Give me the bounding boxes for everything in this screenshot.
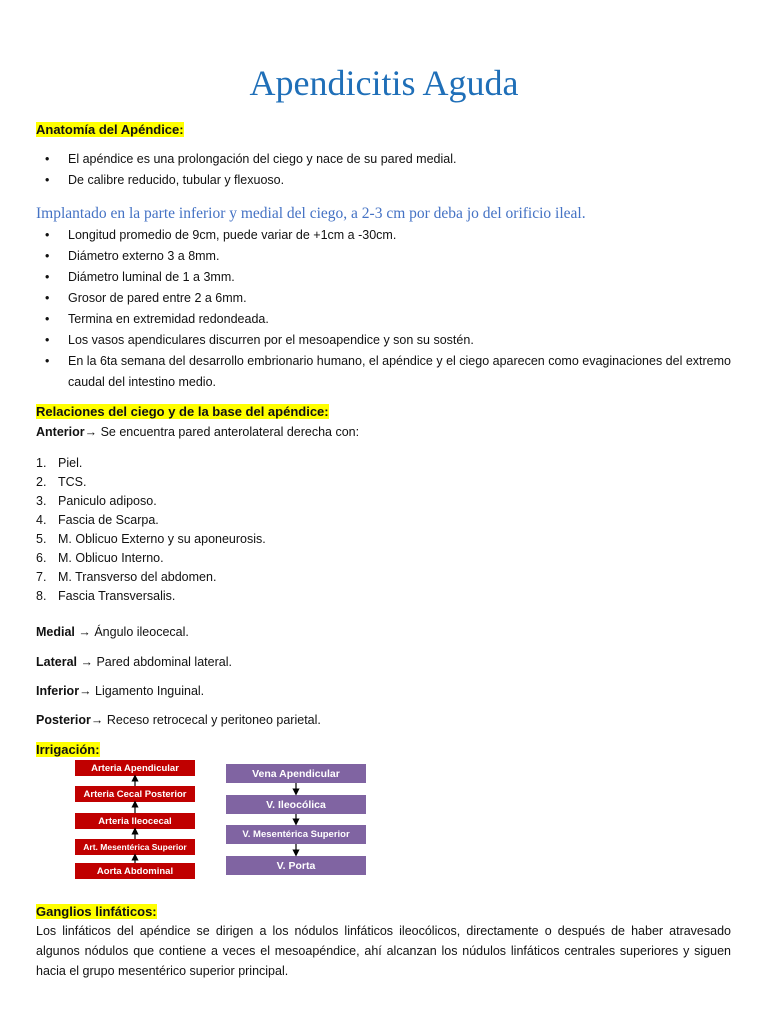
- ganglios-paragraph: Los linfáticos del apéndice se dirigen a los nódulos linfáticos ileocólicos, directamente o después de haber atravesado algunos nódulos que contiene a veces el mesoapéndice, ahí alcanzan los núdulos linfáticos centrales superiores y siguen hacia el grupo mesentérico superior principal.: [36, 924, 731, 978]
- document-page: Apendicitis Aguda Anatomía del Apéndice: • El apéndice es una prolongación del ciego y nace de su pared medial. • De calibre reducido, tubular y flexuoso. Implantado en la parte inferior y medial del ciego, a 2-3 cm por deba jo del orificio ileal. • Longitud promedio de 9cm, puede variar de +1cm a -30cm. • Diámetro externo 3 a 8mm. • Diámetro luminal de 1 a 3mm. • Grosor de pared entre 2 a 6mm. • Termina en extremidad redondeada. • Los vasos apendiculares discurren por el mesoapendice y son su sostén. • En la 6ta semana del desarrollo embrionario humano, el apéndice y el ciego aparecen como evaginaciones del extremo caudal del intestino medio. Relaciones del ciego y de la base del apéndice: Anterior→ Se encuentra pared anterolateral derecha con: 1. Piel. 2. TCS. 3. Paniculo adiposo. 4. Fascia de Scarpa. 5. M. Oblicuo Externo y su aponeurosis. 6. M. Oblicuo Interno. 7. M. Transverso del abdomen. 8. Fascia Transversalis. Medial → Ángulo ileocecal. Lateral → Pared abdominal lateral. Inferior→ Ligamento Inguinal. Posterior→ Receso retrocecal y peritoneo parietal. Irrigación: Arteria Apendicular Arteria Cecal Posterior Arteria Ileocecal Art. Mesentérica Superior Aorta Abdominal Vena Apendicular V. Ileocólica V. Mesentérica Superior V. Porta Ganglios linfáticos: Los linfáticos del apéndice se dirigen a los nódulos linfáticos ileocólicos, directamente o después de haber atravesado algunos nódulos que contiene a veces el mesoapéndice, ahí alcanzan los núdulos linfáticos centrales superiores y siguen hacia el grupo mesentérico superior principal.: [0, 0, 768, 1024]
- bullet-icon: •: [45, 291, 50, 305]
- venous-box: V. Ileocólica: [226, 795, 366, 814]
- bullet-icon: •: [45, 333, 50, 347]
- inferior-line: Inferior→ Ligamento Inguinal.: [36, 684, 205, 698]
- bullet-icon: •: [45, 152, 50, 166]
- anterior-label: Anterior: [36, 425, 85, 439]
- arrow-right-icon: →: [79, 684, 92, 698]
- arterial-box: Arteria Ileocecal: [75, 813, 195, 829]
- implantado-subtitle: Implantado en la parte inferior y medial del ciego, a 2-3 cm por deba jo del orificio ileal.: [36, 205, 586, 222]
- posterior-line: Posterior→ Receso retrocecal y peritoneo parietal.: [36, 713, 321, 727]
- ganglios-heading: Ganglios linfáticos:: [36, 904, 157, 919]
- arterial-box: Arteria Apendicular: [75, 760, 195, 776]
- bullet-icon: •: [45, 270, 50, 284]
- arterial-box: Arteria Cecal Posterior: [75, 786, 195, 802]
- bullet-icon: •: [45, 249, 50, 263]
- venous-box: V. Mesentérica Superior: [226, 825, 366, 844]
- arrow-right-icon: →: [90, 713, 104, 727]
- arrow-right-icon: →: [84, 425, 98, 439]
- arrow-right-icon: →: [80, 655, 93, 669]
- medial-line: Medial → Ángulo ileocecal.: [36, 625, 189, 639]
- anatomia-heading: Anatomía del Apéndice:: [36, 122, 184, 137]
- bullet-icon: •: [45, 354, 50, 368]
- arterial-box: Aorta Abdominal: [75, 863, 195, 879]
- arterial-box: Art. Mesentérica Superior: [75, 839, 195, 855]
- arrow-right-icon: →: [78, 625, 91, 639]
- venous-box: Vena Apendicular: [226, 764, 366, 783]
- bullet-icon: •: [45, 228, 50, 242]
- lateral-line: Lateral → Pared abdominal lateral.: [36, 655, 232, 669]
- page-title: Apendicitis Aguda: [249, 63, 519, 103]
- irrigacion-heading: Irrigación:: [36, 742, 100, 757]
- relaciones-heading: Relaciones del ciego y de la base del apéndice:: [36, 404, 329, 419]
- venous-box: V. Porta: [226, 856, 366, 875]
- anterior-line: Anterior→ Se encuentra pared anterolateral derecha con:: [36, 425, 360, 439]
- bullet-icon: •: [45, 312, 50, 326]
- bullet-icon: •: [45, 173, 50, 187]
